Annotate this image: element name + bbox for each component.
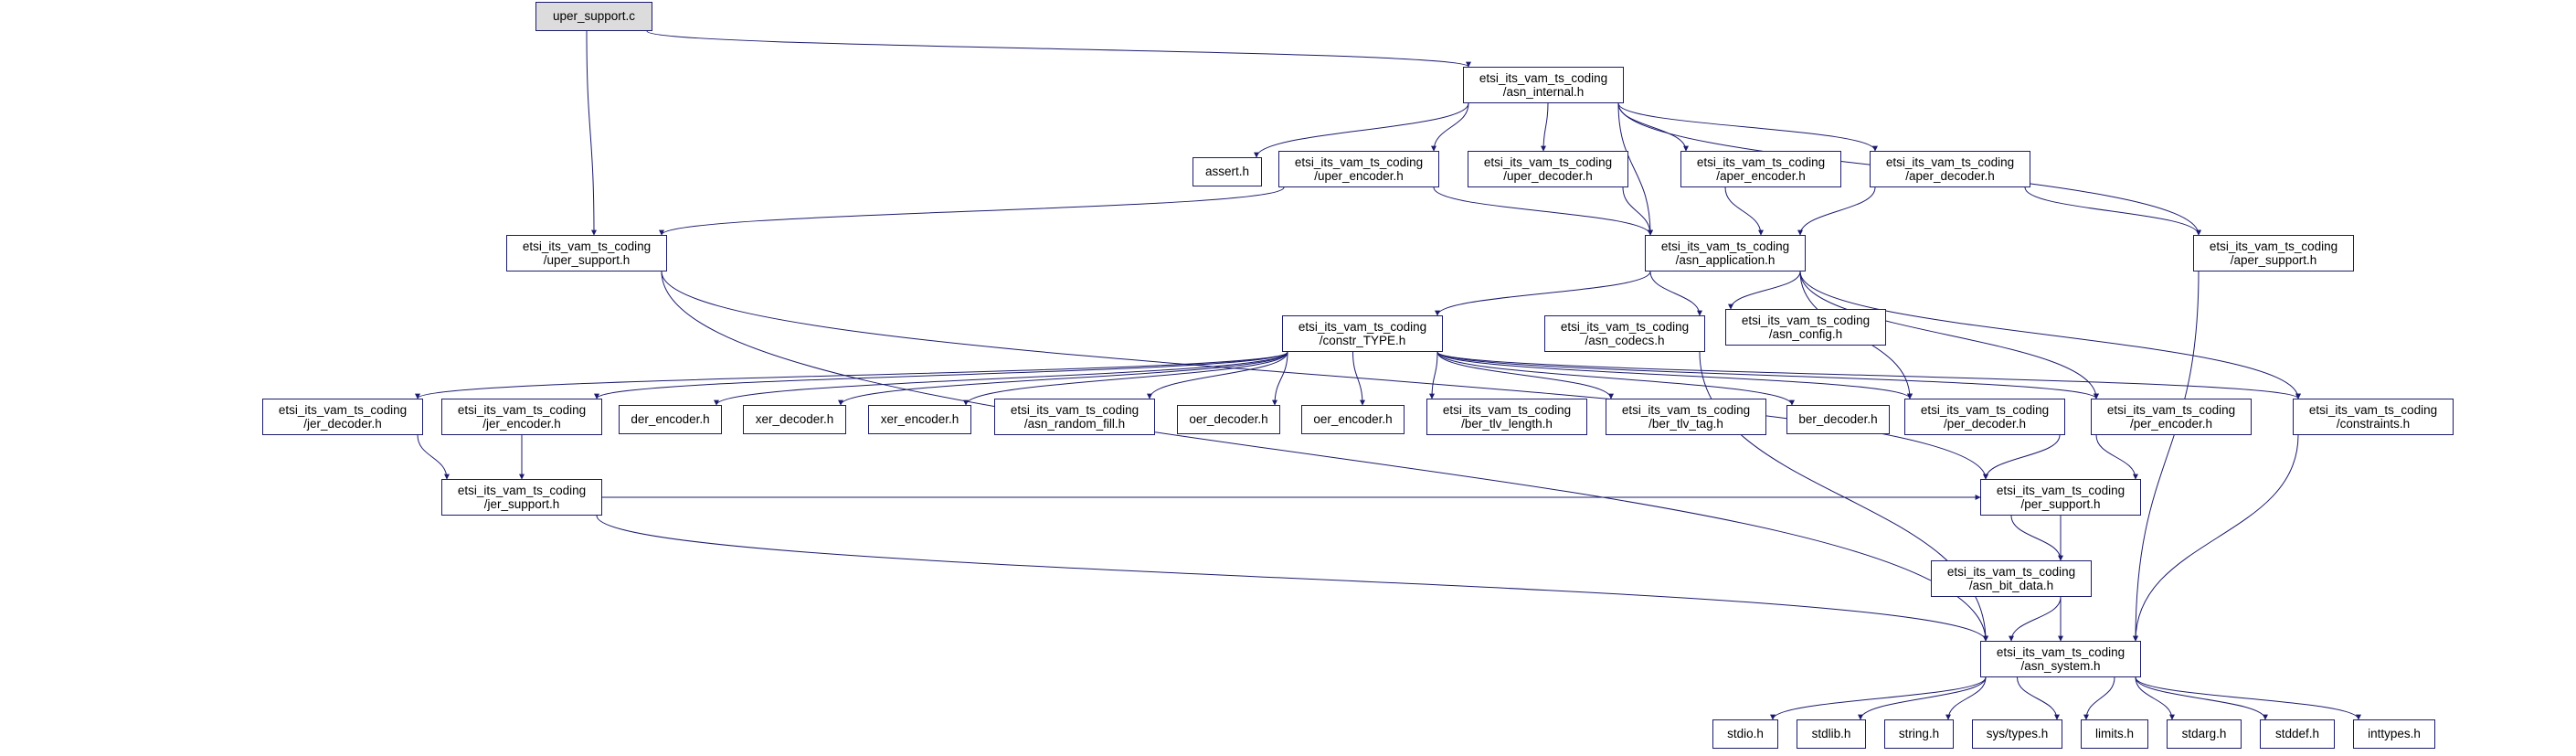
graph-edge-uper_encoder_h-to-uper_support_h (662, 187, 1284, 235)
graph-node-constraints_h[interactable] (2293, 399, 2454, 435)
graph-edge-per_encoder_h-to-per_support_h (2096, 435, 2136, 479)
graph-node-label-line1: etsi_its_vam_ts_coding (457, 483, 587, 497)
graph-edge-asn_bit_data_h-to-asn_system_h (2011, 597, 2061, 641)
graph-node-label-line1: stdlib.h (1811, 727, 1851, 741)
graph-node-label-line2: /asn_bit_data.h (1968, 579, 2054, 592)
graph-node-oer_decoder_h[interactable] (1177, 405, 1280, 434)
graph-edge-per_decoder_h-to-per_support_h (1986, 435, 2060, 479)
graph-node-inttypes_h[interactable] (2353, 719, 2435, 749)
graph-edge-constr_TYPE_h-to-per_encoder_h (1437, 352, 2096, 399)
graph-edge-constr_TYPE_h-to-asn_random_fill_h (1150, 352, 1288, 399)
graph-node-label-line1: etsi_its_vam_ts_coding (457, 402, 587, 417)
graph-node-oer_encoder_h[interactable] (1301, 405, 1405, 434)
graph-node-xer_encoder_h[interactable] (868, 405, 971, 434)
graph-edge-aper_encoder_h-to-asn_application_h (1725, 187, 1761, 235)
graph-edge-constr_TYPE_h-to-constraints_h (1437, 352, 2298, 399)
graph-node-label-line2: /aper_support.h (2230, 253, 2317, 267)
graph-node-xer_decoder_h[interactable] (743, 405, 846, 434)
graph-edge-constr_TYPE_h-to-xer_encoder_h (966, 352, 1288, 405)
graph-node-label-line2: /ber_tlv_length.h (1461, 417, 1553, 431)
graph-node-uper_support_h[interactable] (506, 235, 667, 272)
graph-node-jer_support_h[interactable] (441, 479, 602, 516)
graph-node-stdarg_h[interactable] (2167, 719, 2242, 749)
graph-node-label-line1: stdio.h (1727, 727, 1764, 741)
graph-node-label-line1: der_encoder.h (631, 412, 710, 427)
graph-node-uper_encoder_h[interactable] (1278, 151, 1439, 187)
graph-node-label-line1: sys/types.h (1986, 727, 2049, 741)
graph-edge-uper_support_c-to-asn_internal_h (647, 31, 1468, 67)
graph-node-label-line1: assert.h (1204, 165, 1250, 179)
graph-node-label-line1: etsi_its_vam_ts_coding (1885, 154, 2015, 169)
graph-node-asn_codecs_h[interactable] (1544, 315, 1705, 352)
graph-node-label-line1: oer_decoder.h (1189, 412, 1268, 427)
graph-node-label-line1: xer_encoder.h (880, 412, 959, 427)
graph-node-label-line1: etsi_its_vam_ts_coding (2209, 239, 2338, 253)
graph-node-stdio_h[interactable] (1712, 719, 1778, 749)
graph-node-label-line2: /per_decoder.h (1943, 417, 2027, 431)
graph-node-label-line2: /asn_random_fill.h (1023, 417, 1126, 431)
graph-node-label-line2: /constr_TYPE.h (1319, 334, 1406, 347)
graph-node-label-line1: etsi_its_vam_ts_coding (1660, 239, 1790, 253)
graph-edge-asn_application_h-to-asn_codecs_h (1650, 272, 1700, 315)
graph-edge-constr_TYPE_h-to-jer_encoder_h (597, 352, 1288, 399)
graph-node-label-line2: /asn_application.h (1675, 253, 1776, 267)
graph-node-label-line1: etsi_its_vam_ts_coding (1621, 402, 1751, 417)
graph-node-label-line2: /jer_encoder.h (482, 417, 561, 431)
graph-node-label-line1: etsi_its_vam_ts_coding (1560, 319, 1690, 334)
graph-node-label-line1: ber_decoder.h (1798, 412, 1878, 427)
graph-edge-jer_decoder_h-to-jer_support_h (418, 435, 447, 479)
graph-node-label-line1: oer_encoder.h (1313, 412, 1393, 427)
graph-node-label-line2: /asn_system.h (2020, 659, 2101, 673)
graph-node-ber_decoder_h[interactable] (1786, 405, 1890, 434)
graph-node-jer_encoder_h[interactable] (441, 399, 602, 435)
graph-node-label-line2: /uper_decoder.h (1503, 169, 1593, 183)
graph-node-sys_types_h[interactable] (1972, 719, 2062, 749)
graph-node-label-line1: etsi_its_vam_ts_coding (1298, 319, 1427, 334)
graph-node-label-line2: /aper_encoder.h (1716, 169, 1806, 183)
graph-node-label-line2: /aper_decoder.h (1905, 169, 1995, 183)
graph-node-label-line2: /constraints.h (2336, 417, 2411, 431)
graph-node-label-line1: etsi_its_vam_ts_coding (2106, 402, 2236, 417)
graph-edge-aper_decoder_h-to-aper_support_h (2025, 187, 2199, 235)
graph-edge-constr_TYPE_h-to-per_decoder_h (1437, 352, 1910, 399)
graph-node-label-line1: etsi_its_vam_ts_coding (1479, 70, 1608, 85)
graph-node-label-line1: etsi_its_vam_ts_coding (1946, 564, 2076, 579)
graph-node-label-line1: etsi_its_vam_ts_coding (1010, 402, 1140, 417)
graph-node-asn_bit_data_h[interactable] (1931, 560, 2092, 597)
graph-edge-asn_application_h-to-asn_config_h (1731, 272, 1800, 309)
graph-node-label-line1: etsi_its_vam_ts_coding (1483, 154, 1613, 169)
graph-node-label-line1: etsi_its_vam_ts_coding (1996, 644, 2125, 659)
graph-node-label-line1: etsi_its_vam_ts_coding (1442, 402, 1572, 417)
graph-node-der_encoder_h[interactable] (619, 405, 722, 434)
graph-edge-constraints_h-to-asn_system_h (2136, 435, 2298, 641)
graph-edge-asn_internal_h-to-aper_decoder_h (1618, 103, 1875, 151)
graph-node-label-line1: etsi_its_vam_ts_coding (1696, 154, 1826, 169)
graph-edge-per_support_h-to-asn_bit_data_h (2011, 516, 2061, 560)
graph-node-label-line1: etsi_its_vam_ts_coding (1741, 313, 1871, 327)
graph-edge-uper_support_c-to-uper_support_h (587, 31, 594, 235)
graph-node-label-line1: limits.h (2094, 727, 2134, 741)
graph-edge-asn_internal_h-to-assert_h (1256, 103, 1468, 157)
graph-node-label-line2: /per_support.h (2020, 497, 2101, 511)
graph-edge-asn_system_h-to-sys_types_h (2018, 677, 2058, 719)
graph-edge-asn_codecs_h-to-asn_system_h (1700, 352, 1986, 641)
graph-node-stdlib_h[interactable] (1797, 719, 1866, 749)
graph-node-label-line2: /ber_tlv_tag.h (1648, 417, 1723, 431)
graph-node-label-line1: etsi_its_vam_ts_coding (522, 239, 652, 253)
graph-edge-asn_system_h-to-inttypes_h (2136, 677, 2359, 719)
graph-node-per_decoder_h[interactable] (1904, 399, 2065, 435)
graph-node-label-line2: /uper_support.h (543, 253, 631, 267)
graph-node-asn_random_fill_h[interactable] (994, 399, 1155, 435)
graph-node-jer_decoder_h[interactable] (262, 399, 423, 435)
graph-edge-asn_system_h-to-limits_h (2086, 677, 2115, 719)
graph-edge-asn_system_h-to-stdarg_h (2136, 677, 2172, 719)
graph-node-per_support_h[interactable] (1980, 479, 2141, 516)
graph-node-string_h[interactable] (1884, 719, 1954, 749)
graph-node-uper_decoder_h[interactable] (1468, 151, 1628, 187)
graph-node-ber_tlv_length_h[interactable] (1426, 399, 1587, 435)
graph-node-label-line2: /asn_codecs.h (1585, 334, 1665, 347)
graph-edge-constr_TYPE_h-to-jer_decoder_h (418, 352, 1288, 399)
graph-edge-asn_system_h-to-stdio_h (1773, 677, 1986, 719)
graph-node-ber_tlv_tag_h[interactable] (1606, 399, 1766, 435)
graph-node-label-line1: xer_decoder.h (755, 412, 834, 427)
graph-node-label-line2: /asn_internal.h (1502, 85, 1585, 99)
graph-node-label-line1: uper_support.c (552, 9, 636, 24)
graph-node-label-line1: etsi_its_vam_ts_coding (1294, 154, 1424, 169)
graph-node-label-line1: etsi_its_vam_ts_coding (278, 402, 408, 417)
graph-node-per_encoder_h[interactable] (2091, 399, 2252, 435)
graph-node-aper_encoder_h[interactable] (1680, 151, 1841, 187)
graph-node-label-line1: stdarg.h (2181, 727, 2227, 741)
graph-edge-asn_internal_h-to-uper_decoder_h (1543, 103, 1548, 151)
graph-node-limits_h[interactable] (2081, 719, 2148, 749)
graph-edge-constr_TYPE_h-to-xer_decoder_h (841, 352, 1288, 405)
graph-node-asn_system_h[interactable] (1980, 641, 2141, 677)
graph-edge-aper_support_h-to-asn_system_h (2136, 272, 2199, 641)
graph-node-label-line1: string.h (1898, 727, 1940, 741)
graph-node-label-line2: /jer_support.h (483, 497, 560, 511)
graph-edge-aper_decoder_h-to-asn_application_h (1800, 187, 1875, 235)
graph-node-label-line1: stddef.h (2274, 727, 2320, 741)
graph-node-asn_application_h[interactable] (1645, 235, 1806, 272)
graph-node-label-line1: etsi_its_vam_ts_coding (1996, 483, 2125, 497)
graph-node-asn_internal_h[interactable] (1463, 67, 1624, 103)
graph-node-label-line2: /per_encoder.h (2129, 417, 2213, 431)
graph-node-uper_support_c[interactable] (535, 2, 652, 31)
graph-node-label-line2: /jer_decoder.h (303, 417, 382, 431)
graph-node-label-line1: inttypes.h (2368, 727, 2421, 741)
graph-node-assert_h[interactable] (1193, 157, 1262, 186)
graph-node-constr_TYPE_h[interactable] (1282, 315, 1443, 352)
graph-node-label-line1: etsi_its_vam_ts_coding (1920, 402, 2050, 417)
graph-edge-asn_system_h-to-string_h (1948, 677, 1986, 719)
graph-edge-uper_decoder_h-to-asn_application_h (1623, 187, 1650, 235)
graph-edge-jer_support_h-to-asn_system_h (597, 516, 1986, 641)
graph-node-label-line1: etsi_its_vam_ts_coding (2308, 402, 2438, 417)
graph-node-asn_config_h[interactable] (1725, 309, 1886, 346)
graph-edge-asn_application_h-to-constr_TYPE_h (1437, 272, 1650, 315)
graph-node-stddef_h[interactable] (2260, 719, 2335, 749)
graph-node-aper_decoder_h[interactable] (1870, 151, 2030, 187)
graph-node-label-line2: /asn_config.h (1768, 327, 1843, 341)
graph-edge-uper_encoder_h-to-asn_application_h (1434, 187, 1650, 235)
graph-node-aper_support_h[interactable] (2193, 235, 2354, 272)
graph-edge-constr_TYPE_h-to-ber_tlv_length_h (1432, 352, 1437, 399)
graph-node-label-line2: /uper_encoder.h (1314, 169, 1404, 183)
